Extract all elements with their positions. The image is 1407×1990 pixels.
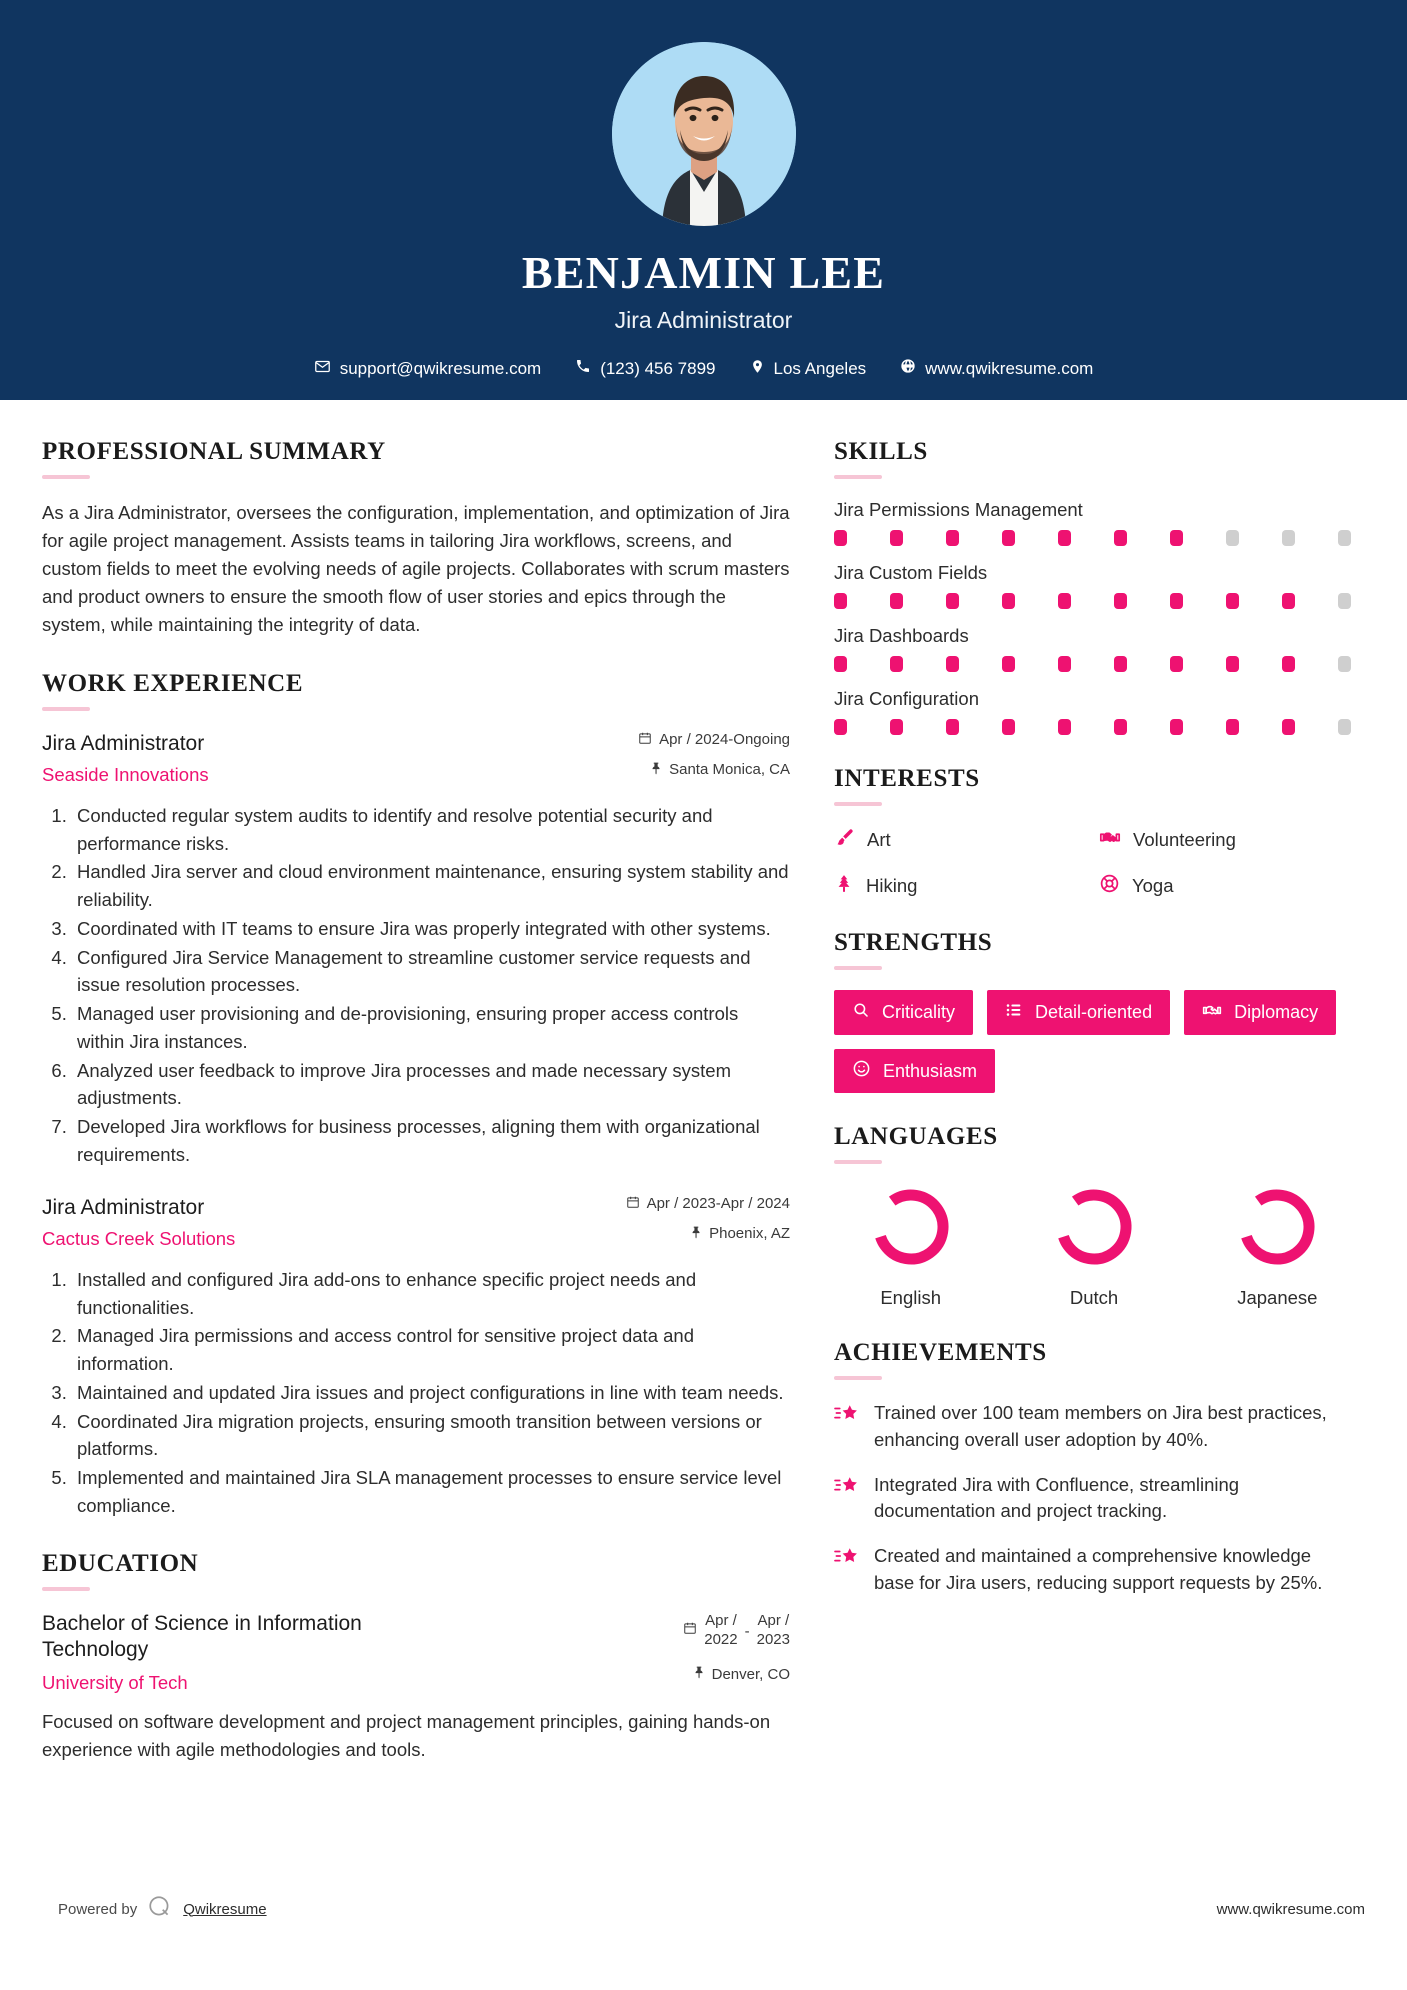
section-heading-strengths: STRENGTHS: [834, 929, 993, 956]
language-label: Japanese: [1237, 1287, 1318, 1308]
skill-dot: [946, 530, 959, 546]
achievement-item: [834, 1472, 1354, 1526]
skill-label: Jira Dashboards: [834, 625, 969, 646]
magnifier-icon: [852, 1001, 870, 1024]
skill-dot: [946, 656, 959, 672]
section-work-experience: [42, 670, 790, 1520]
shooting-star-icon: [834, 1543, 860, 1573]
heading-rule: [42, 707, 90, 711]
pushpin-icon: [649, 761, 662, 779]
page-title: BENJAMIN LEE: [521, 247, 886, 298]
experience-dates-text: Apr / 2024-Ongoing: [659, 731, 790, 749]
contact-website[interactable]: [883, 358, 1110, 379]
strength-label: Diplomacy: [1234, 1002, 1319, 1022]
education-date-end: [757, 1611, 790, 1650]
interest-item-hiking: [834, 873, 1089, 899]
list-item: 3. Maintained and updated Jira issues and project configurations in line with team needs.: [72, 1379, 790, 1407]
powered-by-label: Powered by: [58, 1900, 138, 1918]
right-column: [834, 438, 1354, 1794]
skill-dot: [1058, 656, 1071, 672]
section-heading-summary: PROFESSIONAL SUMMARY: [42, 438, 386, 465]
qwikresume-logo-icon: [147, 1894, 173, 1924]
shooting-star-icon: [834, 1472, 860, 1502]
footer-url[interactable]: www.qwikresume.com: [1216, 1900, 1365, 1918]
experience-organization: Cactus Creek Solutions: [42, 1227, 236, 1249]
heading-rule: [834, 966, 882, 970]
skill-dot: [1282, 593, 1295, 609]
section-strengths: [834, 929, 1354, 1093]
strength-label: Criticality: [882, 1002, 956, 1022]
resume-body: [0, 400, 1407, 1794]
language-label: Dutch: [1069, 1287, 1119, 1308]
language-item: [1201, 1184, 1354, 1309]
list-item: 5. Managed user provisioning and de-provisioning, ensuring proper access controls within Jira instances.: [72, 1000, 790, 1056]
contact-bar: [297, 358, 1111, 380]
education-date-end-line2: 2023: [756, 1631, 790, 1649]
list-item: 5. Implemented and maintained Jira SLA management processes to ensure service level compliance.: [72, 1464, 790, 1520]
lifebuoy-icon: [1099, 873, 1120, 899]
interest-item-volunteering: [1099, 826, 1354, 853]
language-item: [1017, 1184, 1170, 1309]
education-date-separator: -: [744, 1622, 750, 1640]
contact-phone-text: (123) 456 7899: [600, 358, 716, 378]
strength-label: Detail-oriented: [1035, 1002, 1153, 1022]
interest-label: Hiking: [866, 875, 918, 896]
pushpin-icon: [692, 1665, 705, 1683]
skill-dot: [1282, 530, 1295, 546]
skill-dot: [1226, 719, 1239, 735]
experience-bullets: [42, 802, 790, 1169]
language-item: [834, 1184, 987, 1309]
skill-item: [834, 625, 1354, 672]
section-achievements: [834, 1339, 1354, 1597]
list-item: 4. Configured Jira Service Management to streamline customer service requests and issue resolution processes.: [72, 944, 790, 1000]
skill-dot: [1002, 593, 1015, 609]
section-heading-achievements: ACHIEVEMENTS: [834, 1339, 1047, 1366]
experience-bullets: [42, 1266, 790, 1520]
experience-entry: [42, 731, 790, 1169]
achievement-text: Created and maintained a comprehensive knowledge base for Jira users, reducing support requests by 25%.: [874, 1545, 1323, 1594]
skill-dot: [1226, 656, 1239, 672]
education-degree: Bachelor of Science in Information Technology: [42, 1611, 362, 1661]
experience-location: [638, 761, 790, 779]
page-footer: [0, 1894, 1407, 1924]
brand-link[interactable]: Qwikresume: [183, 1900, 267, 1918]
list-item: 3. Coordinated with IT teams to ensure Jira was properly integrated with other systems.: [72, 915, 790, 943]
strength-label: Enthusiasm: [883, 1060, 978, 1081]
handshake-icon: [1099, 826, 1121, 853]
section-heading-experience: WORK EXPERIENCE: [42, 669, 304, 697]
contact-phone[interactable]: [558, 358, 732, 379]
skill-dot: [1002, 719, 1015, 735]
contact-location[interactable]: [733, 358, 884, 380]
location-pin-icon: [750, 358, 765, 380]
smiley-icon: [852, 1059, 871, 1083]
experience-role: Jira Administrator: [42, 1195, 205, 1219]
section-heading-skills: SKILLS: [834, 438, 928, 465]
interest-label: Volunteering: [1133, 828, 1236, 850]
skill-dot: [1114, 656, 1127, 672]
skill-dot: [890, 656, 903, 672]
left-column: [42, 438, 790, 1794]
strength-chip-criticality: [834, 990, 973, 1035]
language-donut: [1051, 1184, 1137, 1270]
heading-rule: [42, 475, 90, 479]
section-professional-summary: [42, 438, 790, 640]
skill-dot: [890, 593, 903, 609]
skill-dot: [1170, 656, 1183, 672]
calendar-icon: [638, 731, 652, 749]
education-school: University of Tech: [42, 1672, 188, 1694]
pushpin-icon: [689, 1225, 702, 1243]
skill-dot: [1338, 593, 1351, 609]
strength-chip-diplomacy: [1184, 990, 1336, 1035]
education-date-end-line1: Apr /: [757, 1611, 790, 1629]
skill-dot: [1226, 593, 1239, 609]
calendar-icon: [626, 1195, 640, 1213]
interest-label: Yoga: [1132, 875, 1174, 896]
experience-organization: Seaside Innovations: [42, 763, 209, 785]
skill-item: [834, 688, 1354, 735]
skill-dot: [1282, 719, 1295, 735]
globe-icon: [900, 358, 916, 379]
skill-dot: [1338, 530, 1351, 546]
section-languages: [834, 1123, 1354, 1309]
experience-dates-text: Apr / 2023-Apr / 2024: [646, 1195, 790, 1213]
experience-location: [626, 1225, 790, 1243]
shooting-star-icon: [834, 1400, 860, 1430]
skill-dot: [890, 719, 903, 735]
skill-item: [834, 499, 1354, 546]
skill-dot: [1002, 656, 1015, 672]
experience-role: Jira Administrator: [42, 731, 205, 755]
skill-dot: [1226, 530, 1239, 546]
education-date-start-line1: Apr /: [705, 1611, 737, 1629]
tree-icon: [834, 873, 854, 899]
powered-by: [58, 1894, 267, 1924]
skill-dot: [890, 530, 903, 546]
experience-dates: [638, 731, 790, 749]
skill-dot: [946, 719, 959, 735]
heading-rule: [834, 1160, 882, 1164]
education-description: Focused on software development and project management principles, gaining hands-on experience with agile methodologies and tools.: [42, 1711, 771, 1760]
heading-rule: [834, 1376, 882, 1380]
skill-dot: [1170, 530, 1183, 546]
skill-dot: [834, 719, 847, 735]
achievement-item: [834, 1543, 1354, 1597]
section-education: [42, 1550, 790, 1764]
list-item: 2. Handled Jira server and cloud environment maintenance, ensuring system stability and reliability.: [72, 858, 790, 914]
skill-dot: [1282, 656, 1295, 672]
skill-dot: [1058, 593, 1071, 609]
achievement-item: [834, 1400, 1354, 1454]
list-item: 4. Coordinated Jira migration projects, ensuring smooth transition between versions or platforms.: [72, 1408, 790, 1464]
strength-chip-detail-oriented: [987, 990, 1170, 1035]
experience-dates: [626, 1195, 790, 1213]
heading-rule: [42, 1587, 90, 1591]
section-heading-interests: INTERESTS: [834, 765, 980, 792]
skill-dot: [1170, 593, 1183, 609]
resume-header: [0, 0, 1407, 400]
skill-label: Jira Configuration: [834, 688, 979, 709]
job-title: Jira Administrator: [614, 306, 793, 333]
education-location-text: Denver, CO: [711, 1665, 790, 1683]
education-dates: [683, 1611, 790, 1650]
envelope-icon: [314, 358, 331, 380]
list-item: 1. Installed and configured Jira add-ons to enhance specific project needs and functionalities.: [72, 1266, 790, 1322]
skill-dot: [1114, 593, 1127, 609]
interest-item-yoga: [1099, 873, 1354, 899]
education-date-start: [704, 1611, 737, 1650]
section-skills: [834, 438, 1354, 735]
language-label: English: [880, 1287, 941, 1308]
section-interests: [834, 765, 1354, 899]
contact-email-text: support@qwikresume.com: [339, 358, 542, 378]
experience-entry: [42, 1195, 790, 1520]
education-location: [692, 1665, 790, 1683]
handshake-icon: [1202, 1000, 1222, 1025]
heading-rule: [834, 802, 882, 806]
experience-location-text: Santa Monica, CA: [669, 761, 790, 779]
skill-label: Jira Permissions Management: [834, 499, 1083, 520]
heading-rule: [834, 475, 882, 479]
skill-dot: [1002, 530, 1015, 546]
skill-rating: [834, 593, 1354, 609]
experience-location-text: Phoenix, AZ: [709, 1225, 790, 1243]
skill-dot: [834, 656, 847, 672]
language-donut: [868, 1184, 954, 1270]
contact-website-text: www.qwikresume.com: [925, 358, 1094, 378]
skill-rating: [834, 719, 1354, 735]
skill-label: Jira Custom Fields: [834, 562, 988, 583]
skill-dot: [1058, 719, 1071, 735]
education-date-start-line2: 2022: [704, 1631, 738, 1649]
skill-dot: [946, 593, 959, 609]
list-icon: [1005, 1001, 1023, 1024]
skill-dot: [1338, 719, 1351, 735]
skill-rating: [834, 530, 1354, 546]
contact-email[interactable]: [297, 358, 559, 380]
calendar-icon: [683, 1621, 697, 1639]
skill-item: [834, 562, 1354, 609]
contact-location-text: Los Angeles: [773, 358, 867, 378]
list-item: 7. Developed Jira workflows for business processes, aligning them with organizational requirements.: [72, 1113, 790, 1169]
skill-dot: [1058, 530, 1071, 546]
skill-dot: [1114, 530, 1127, 546]
interest-item-art: [834, 826, 1089, 853]
education-entry: [42, 1611, 790, 1764]
interest-label: Art: [867, 828, 891, 850]
phone-icon: [575, 358, 591, 379]
list-item: 6. Analyzed user feedback to improve Jira processes and made necessary system adjustments.: [72, 1057, 790, 1113]
strength-chip-enthusiasm: [834, 1049, 995, 1093]
skill-dot: [834, 593, 847, 609]
list-item: 1. Conducted regular system audits to identify and resolve potential security and performance risks.: [72, 802, 790, 858]
language-donut: [1234, 1184, 1320, 1270]
skill-dot: [834, 530, 847, 546]
section-heading-education: EDUCATION: [42, 1549, 199, 1577]
avatar: [612, 42, 796, 226]
skill-dot: [1170, 719, 1183, 735]
section-heading-languages: LANGUAGES: [834, 1123, 998, 1150]
achievement-text: Trained over 100 team members on Jira best practices, enhancing overall user adoption by 40%.: [874, 1402, 1327, 1450]
skill-dot: [1338, 656, 1351, 672]
list-item: 2. Managed Jira permissions and access control for sensitive project data and information.: [72, 1322, 790, 1378]
achievement-text: Integrated Jira with Confluence, streamlining documentation and project tracking.: [874, 1473, 1240, 1522]
skill-rating: [834, 656, 1354, 672]
skill-dot: [1114, 719, 1127, 735]
paint-brush-icon: [834, 827, 855, 853]
summary-text: As a Jira Administrator, oversees the configuration, implementation, and optimization of Jira for agile project management. Assists teams in tailoring Jira workflows, screens, and custom fields to meet the evolving needs of agile projects. Collaborates with scrum masters and product owners to ensure the smooth flow of user stories and epics through the system, while maintaining the integrity of data.: [42, 502, 790, 636]
